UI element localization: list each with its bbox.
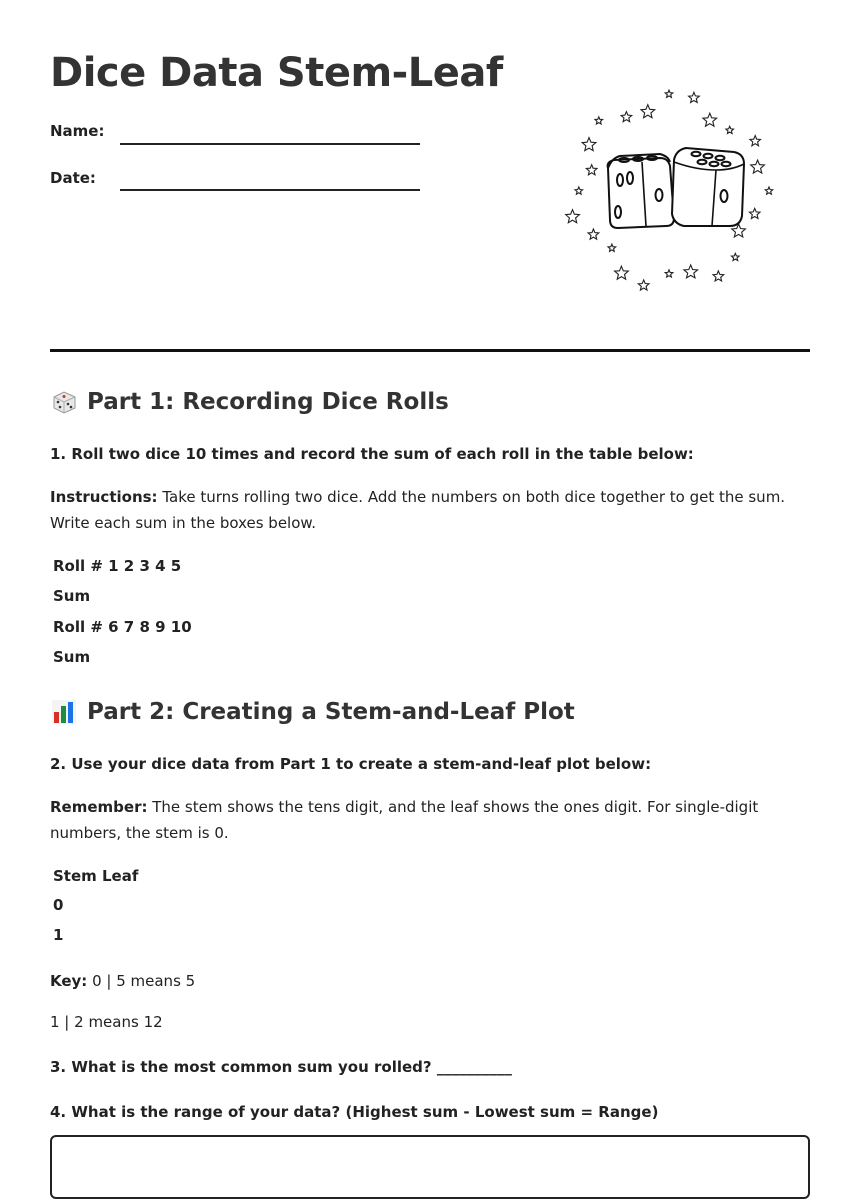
star-icon [621, 112, 632, 122]
die-icon [50, 388, 78, 416]
key-line-2: 1 | 2 means 12 [50, 1013, 163, 1031]
date-label: Date: [50, 169, 96, 187]
stem-row-0: 0 [53, 896, 64, 914]
star-icon [703, 113, 717, 126]
star-icon [765, 187, 773, 194]
star-icon [638, 280, 649, 290]
star-icon [713, 271, 724, 281]
sum-row-1: Sum [53, 587, 91, 605]
key-line [50, 968, 810, 994]
star-icon [566, 210, 580, 223]
stem-leaf-header: Stem Leaf [53, 867, 139, 885]
dice-illustration [556, 78, 782, 304]
left-die-icon [608, 154, 674, 228]
right-die-icon [672, 148, 744, 226]
star-icon [665, 270, 673, 277]
roll-row-2: Roll # 6 7 8 9 10 [53, 618, 192, 636]
question-2: 2. Use your dice data from Part 1 to create a stem-and-leaf plot below: [50, 755, 652, 773]
sum-row-2: Sum [53, 648, 91, 666]
section-divider [50, 349, 810, 352]
remember-note [50, 794, 810, 846]
page-title: Dice Data Stem-Leaf [50, 50, 503, 96]
star-icon [608, 244, 616, 251]
star-icon [689, 92, 700, 102]
question-4: 4. What is the range of your data? (Highest sum - Lowest sum = Range) [50, 1103, 659, 1121]
star-icon [684, 265, 698, 278]
question-3: 3. What is the most common sum you rolled? __________ [50, 1058, 512, 1076]
instructions-label: Instructions: [50, 488, 158, 506]
star-icon [575, 187, 583, 194]
star-icon [615, 266, 629, 279]
remember-text: The stem shows the tens digit, and the leaf shows the ones digit. For single-digit numbers, the stem is 0. [50, 798, 759, 842]
star-icon [732, 253, 740, 260]
star-icon [595, 117, 603, 124]
star-icon [726, 126, 734, 133]
star-icon [749, 208, 760, 218]
part2-heading [50, 698, 575, 726]
star-icon [751, 160, 765, 173]
roll-row-1: Roll # 1 2 3 4 5 [53, 557, 182, 575]
key-label: Key: [50, 972, 88, 990]
part2-heading-text: Part 2: Creating a Stem-and-Leaf Plot [87, 699, 575, 725]
key-text: 0 | 5 means 5 [87, 972, 196, 990]
instructions [50, 484, 810, 536]
stem-row-1: 1 [53, 926, 64, 944]
question-1: 1. Roll two dice 10 times and record the sum of each roll in the table below: [50, 445, 694, 463]
star-icon [750, 136, 761, 146]
part1-heading-text: Part 1: Recording Dice Rolls [87, 389, 449, 415]
star-icon [665, 90, 673, 97]
star-icon [641, 105, 655, 118]
star-icon [586, 165, 597, 175]
name-label: Name: [50, 122, 105, 140]
range-answer-box[interactable] [50, 1135, 810, 1199]
date-line[interactable] [120, 189, 420, 191]
part1-heading [50, 388, 449, 416]
bar-chart-icon [50, 698, 78, 726]
instructions-text: Take turns rolling two dice. Add the numbers on both dice together to get the sum. Write each sum in the boxes below. [50, 488, 786, 532]
remember-label: Remember: [50, 798, 148, 816]
star-icon [582, 138, 596, 151]
star-icon [588, 229, 599, 239]
name-line[interactable] [120, 143, 420, 145]
